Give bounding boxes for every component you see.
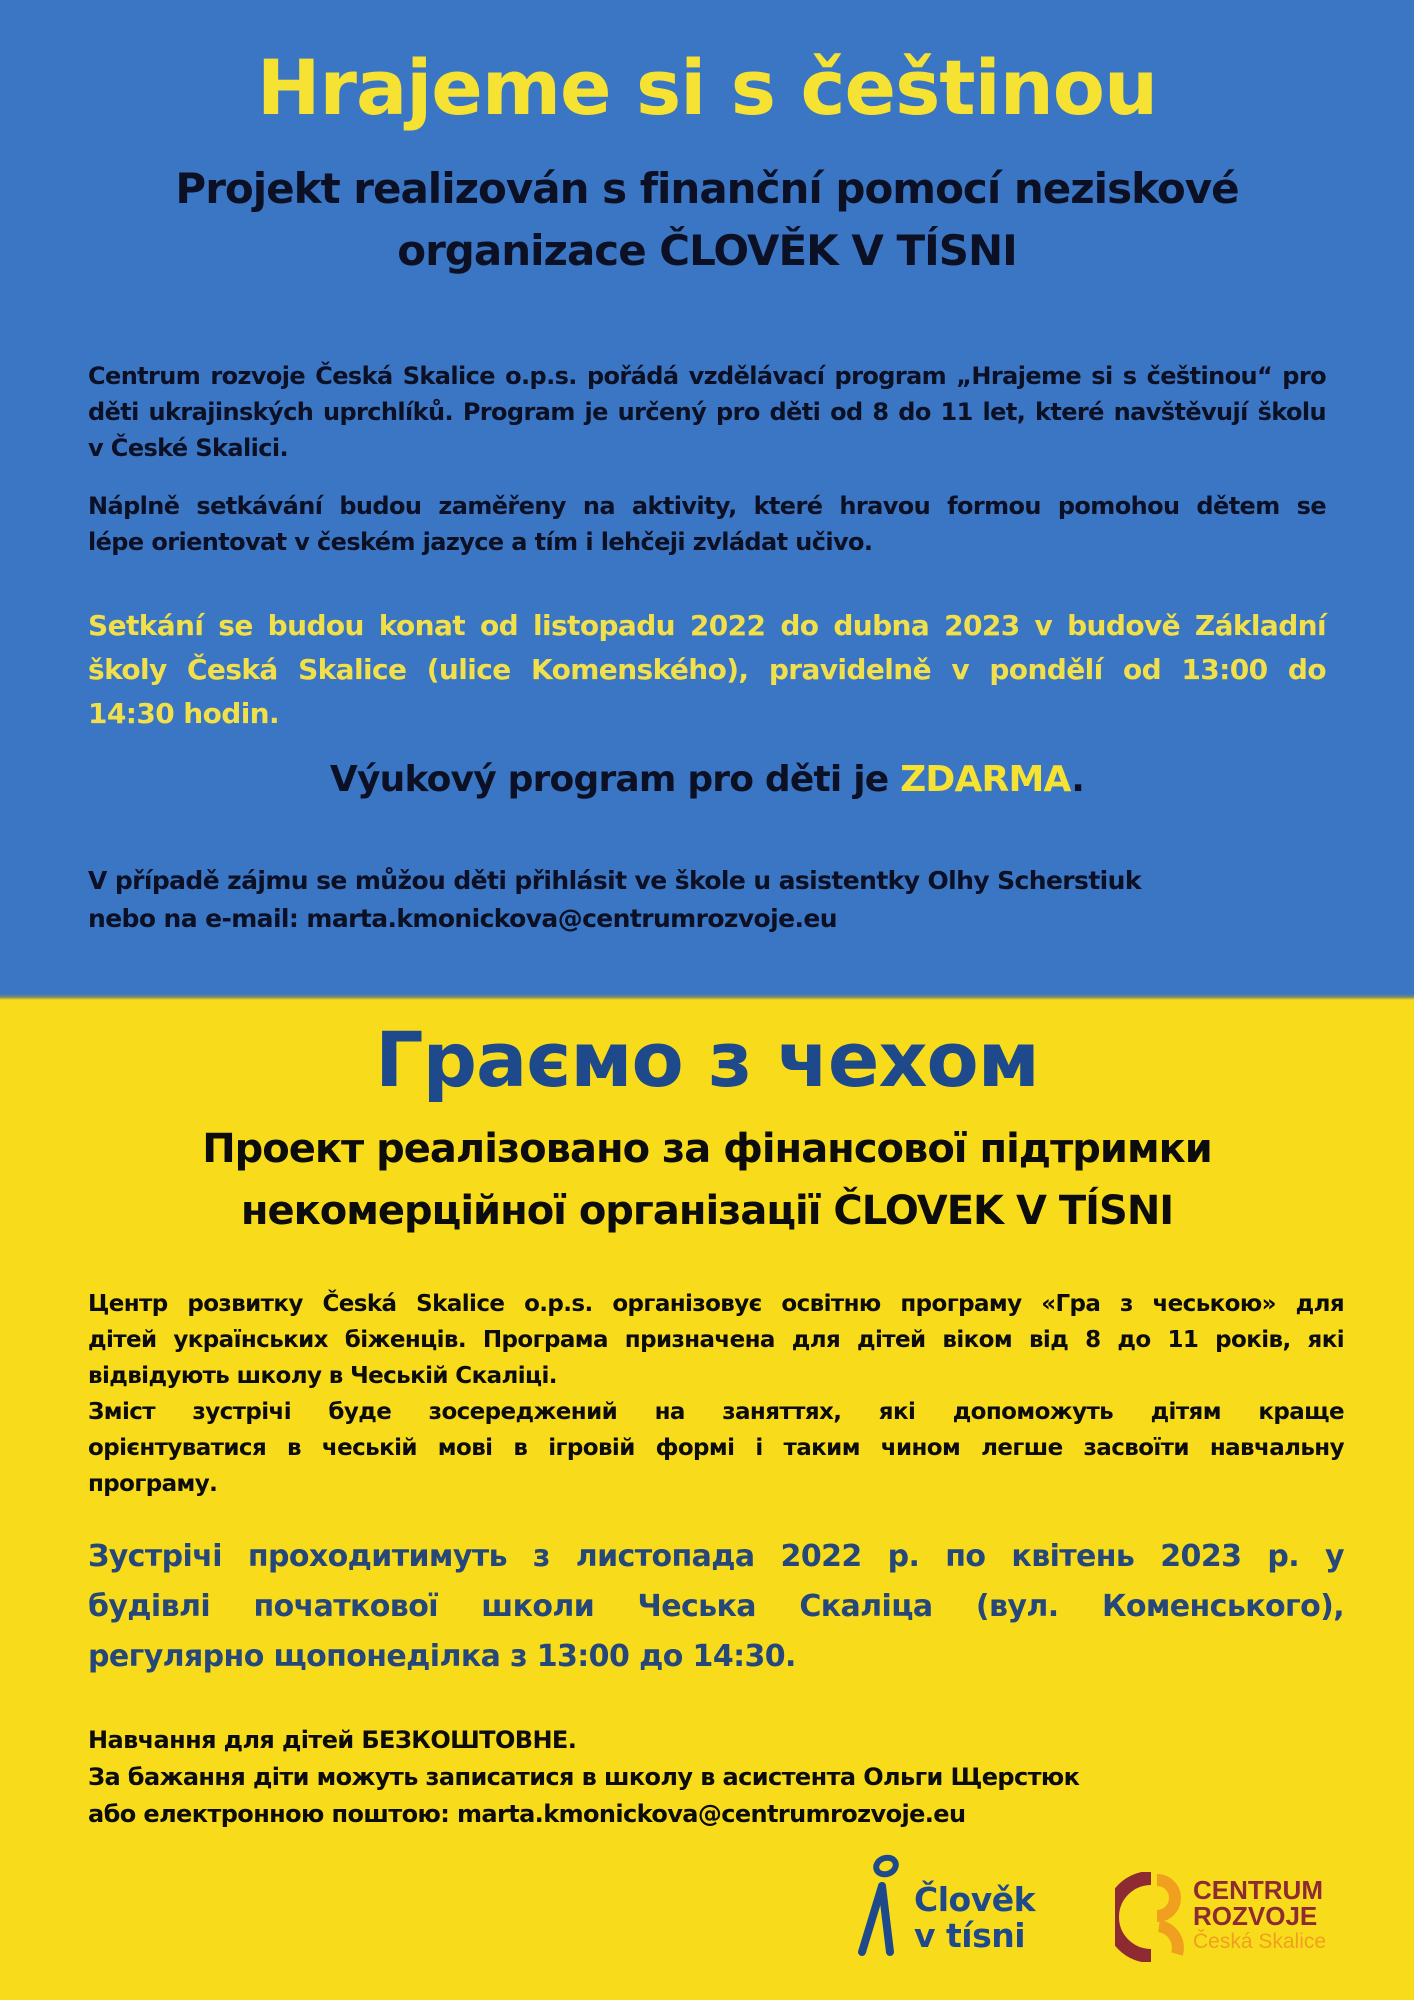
centrum-line1: CENTRUM	[1193, 1875, 1323, 1905]
text-line: 14:30 hodin.	[88, 697, 280, 730]
text-line: v České Skalici.	[88, 434, 288, 462]
text-line: регулярно щопонеділка з 13:00 до 14:30.	[88, 1639, 796, 1674]
text-line: Setkání se budou konat od listopadu 2022 do dubna 2023 v budově Základní	[88, 609, 1326, 642]
clovek-v-tisni-logo	[850, 1852, 1050, 1962]
free-text: Výukový program pro děti je	[329, 759, 901, 800]
czech-contact	[88, 862, 1141, 938]
centrum-rozvoje-logo	[1115, 1872, 1355, 1962]
ukrainian-subtitle	[0, 1118, 1414, 1242]
czech-subtitle-line: organizace ČLOVĚK V TÍSNI	[397, 226, 1017, 275]
czech-subtitle	[0, 158, 1414, 282]
text-line: будівлі початкової школи Чеська Скаліца (вул. Коменського),	[88, 1589, 1344, 1624]
czech-title: Hrajeme si s češtinou	[256, 43, 1158, 132]
text-line: За бажання діти можуть записатися в школу в асистента Ольги Щерстюк	[88, 1763, 1080, 1791]
ukrainian-activities-paragraph	[88, 1394, 1344, 1502]
cr-monogram-icon	[1115, 1872, 1187, 1962]
centrum-line3: Česká Skalice	[1193, 1930, 1327, 1953]
text-line: Центр розвитку Česká Skalice o.p.s. організовує освітню програму «Гра з чеською» для	[88, 1291, 1344, 1317]
contact-email-line[interactable]: nebo na e-mail: marta.kmonickova@centrumrozvoje.eu	[88, 904, 837, 933]
text-line: Centrum rozvoje Česká Skalice o.p.s. pořádá vzdělávací program „Hrajeme si s češtinou“ pro	[88, 362, 1326, 390]
text-line: Náplně setkávání budou zaměřeny na aktivity, které hravou formou pomohou dětem se	[88, 492, 1326, 520]
text-line: Навчання для дітей БЕЗКОШТОВНЕ.	[88, 1726, 577, 1754]
ukrainian-subtitle-line: некомерційної організації ČLOVEK V TÍSNI	[240, 1188, 1174, 1234]
ukrainian-subtitle-line: Проект реалізовано за фінансової підтримки	[202, 1126, 1212, 1172]
text-line: відвідують школу в Чеській Скаліці.	[88, 1363, 557, 1389]
section-divider	[0, 994, 1414, 1000]
text-line: V případě zájmu se můžou děti přihlásit ve škole u asistentky Olhy Scherstiuk	[88, 866, 1141, 895]
ukrainian-schedule-paragraph	[88, 1532, 1344, 1682]
contact-email-line[interactable]: або електронною поштою: marta.kmonickova@centrumrozvoje.eu	[88, 1800, 966, 1828]
text-line: програму.	[88, 1471, 218, 1497]
person-figure-icon	[850, 1852, 910, 1962]
free-end: .	[1071, 759, 1085, 800]
free-highlight: ZDARMA	[900, 759, 1072, 800]
text-line: Зустрічі проходитимуть з листопада 2022 р. по квітень 2023 р. у	[88, 1539, 1344, 1574]
czech-schedule-paragraph	[88, 604, 1326, 736]
czech-intro-paragraph	[88, 358, 1326, 466]
clovek-line2: v tísni	[914, 1916, 1026, 1955]
text-line: орієнтуватися в чеській мові в ігровій формі і таким чином легше засвоїти навчальну	[88, 1435, 1344, 1461]
text-line: školy Česká Skalice (ulice Komenského), pravidelně v pondělí od 13:00 do	[88, 653, 1326, 686]
czech-subtitle-line: Projekt realizován s finanční pomocí neziskové	[175, 164, 1239, 213]
text-line: lépe orientovat v českém jazyce a tím i lehčeji zvládat učivo.	[88, 528, 873, 556]
czech-activities-paragraph	[88, 488, 1326, 560]
text-line: дітей українських біженців. Програма призначена для дітей віком від 8 до 11 років, які	[88, 1327, 1344, 1353]
ukrainian-title: Граємо з чехом	[375, 1015, 1039, 1104]
clovek-line1: Člověk	[914, 1880, 1036, 1919]
czech-free-notice	[0, 752, 1414, 808]
text-line: děti ukrajinských uprchlíků. Program je určený pro děti od 8 do 11 let, které navštěvují školu	[88, 398, 1326, 426]
centrum-line2: ROZVOJE	[1193, 1901, 1318, 1931]
ukrainian-intro-paragraph	[88, 1286, 1344, 1394]
text-line: Зміст зустрічі буде зосереджений на заняттях, які допоможуть дітям краще	[88, 1399, 1344, 1425]
clovek-logo-text	[914, 1882, 1035, 1954]
ukrainian-contact	[88, 1722, 1079, 1833]
